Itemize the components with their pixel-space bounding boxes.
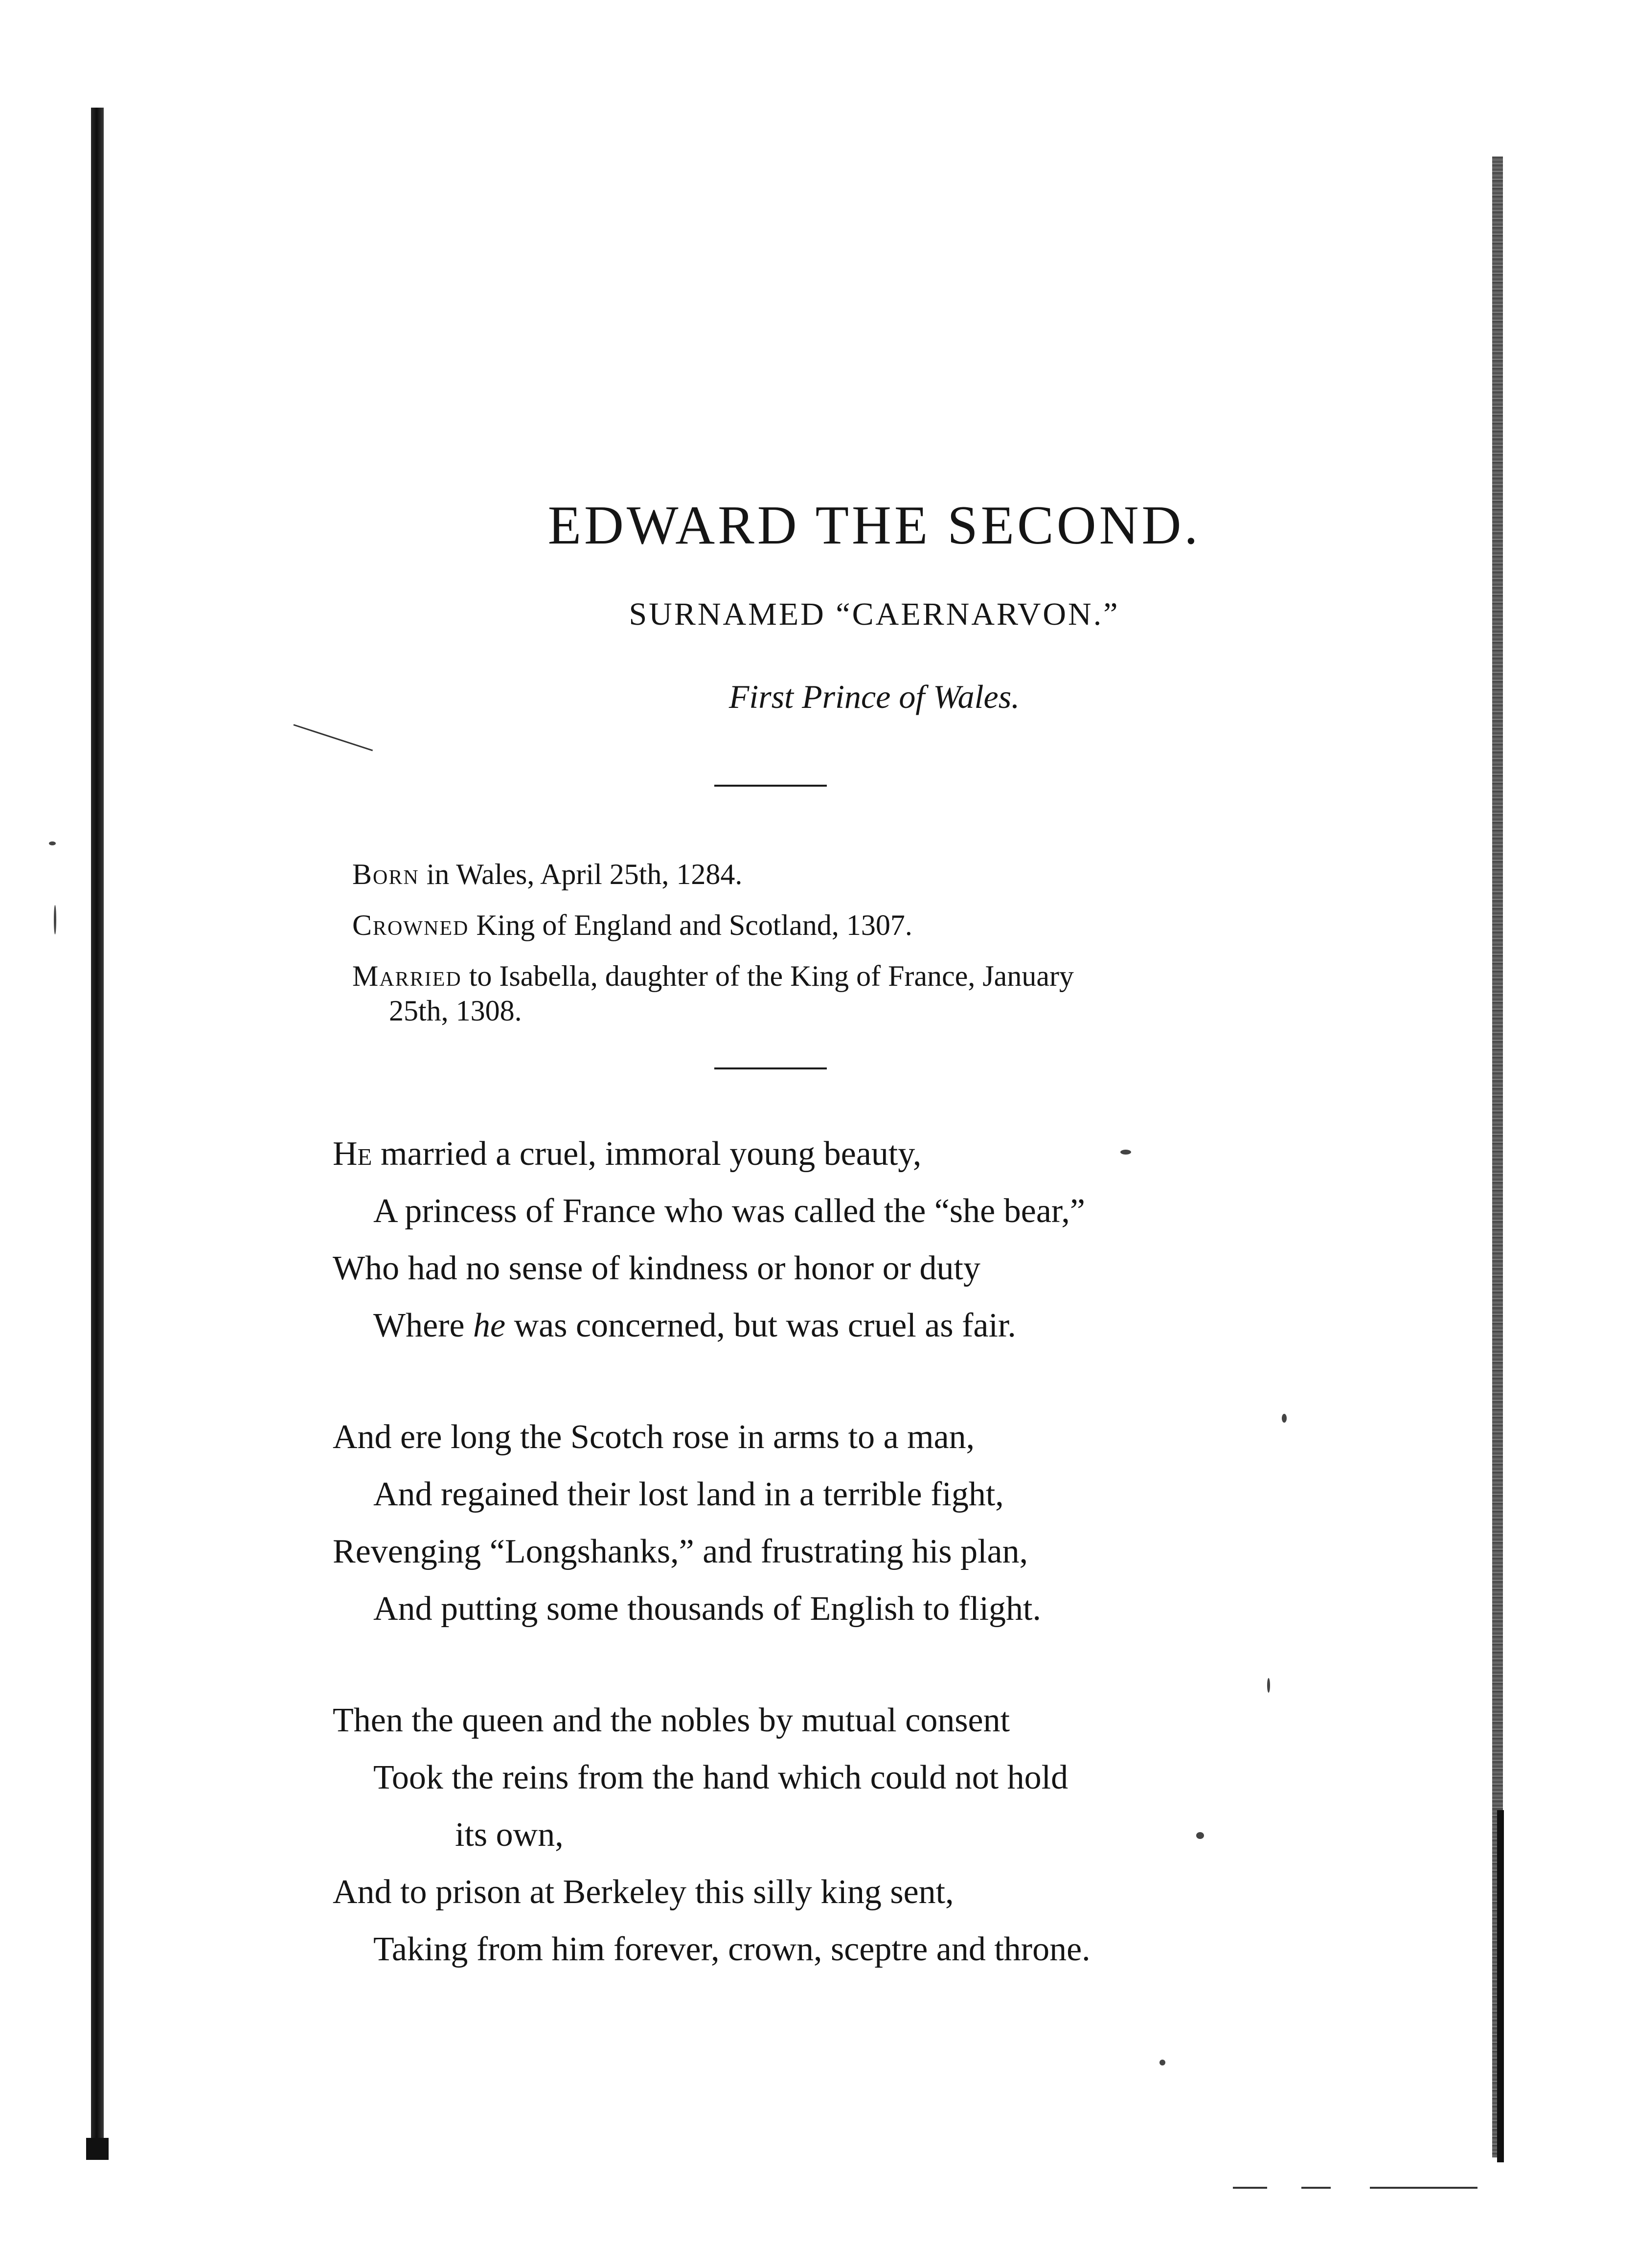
page-spine-shadow <box>91 108 104 2157</box>
bottom-mark <box>1233 2187 1267 2189</box>
poem-line: its own, <box>455 1816 564 1854</box>
poem-line: A princess of France who was called the “she bear,” <box>373 1192 1085 1230</box>
poem-line: Then the queen and the nobles by mutual consent <box>333 1701 1010 1739</box>
poem-line: And to prison at Berkeley this silly king sent, <box>333 1873 954 1911</box>
line-text: was concerned, but was cruel as fair. <box>505 1307 1016 1344</box>
biography-facts <box>352 849 1282 1027</box>
page-spine-foot <box>86 2138 109 2160</box>
fact-lead: Born <box>352 858 419 890</box>
fact-text: King of England and Scotland, 1307. <box>469 909 912 941</box>
fact-lead: Married <box>352 960 462 992</box>
ink-speck <box>54 905 56 934</box>
poem-line: Who had no sense of kindness or honor or duty <box>333 1249 980 1287</box>
poem-line: Revenging “Longshanks,” and frustrating his plan, <box>333 1533 1028 1570</box>
fact-born <box>352 849 1282 900</box>
section-divider <box>714 785 827 787</box>
poem-line: Taking from him forever, crown, sceptre and throne. <box>373 1930 1091 1968</box>
stanza <box>333 1125 1311 1354</box>
page-subtitle: SURNAMED “CAERNARVON.” <box>629 596 1120 632</box>
ink-speck <box>1159 2060 1165 2065</box>
bottom-mark <box>1301 2187 1331 2189</box>
stanza <box>333 1408 1311 1637</box>
line-text: married a cruel, immoral young beauty, <box>372 1135 922 1173</box>
fact-continuation: 25th, 1308. <box>389 995 522 1027</box>
line-lead: He <box>333 1135 372 1173</box>
pen-stroke-mark <box>294 724 373 751</box>
stanza <box>333 1692 1311 1978</box>
fact-text: to Isabella, daughter of the King of France, January <box>461 960 1074 992</box>
page-motto: First Prince of Wales. <box>728 678 1020 715</box>
section-divider <box>714 1067 827 1069</box>
bottom-mark <box>1370 2187 1477 2189</box>
fact-text: in Wales, April 25th, 1284. <box>419 858 743 890</box>
fact-lead: Crowned <box>352 909 469 941</box>
ink-speck <box>49 841 56 845</box>
poem-line: And putting some thousands of English to flight. <box>373 1590 1041 1628</box>
poem-line <box>333 1297 1311 1354</box>
line-text: Where <box>373 1307 474 1344</box>
fact-married <box>352 951 1282 1027</box>
poem <box>333 1125 1311 2032</box>
page-edge-dark <box>1497 1810 1504 2162</box>
poem-line: Took the reins from the hand which could not hold <box>373 1759 1068 1796</box>
fact-crowned <box>352 900 1282 951</box>
poem-line: And ere long the Scotch rose in arms to a man, <box>333 1418 975 1456</box>
poem-line <box>333 1125 1311 1182</box>
line-emphasis: he <box>473 1307 506 1344</box>
poem-line: And regained their lost land in a terrible fight, <box>373 1475 1004 1513</box>
page-title: EDWARD THE SECOND. <box>547 495 1201 556</box>
